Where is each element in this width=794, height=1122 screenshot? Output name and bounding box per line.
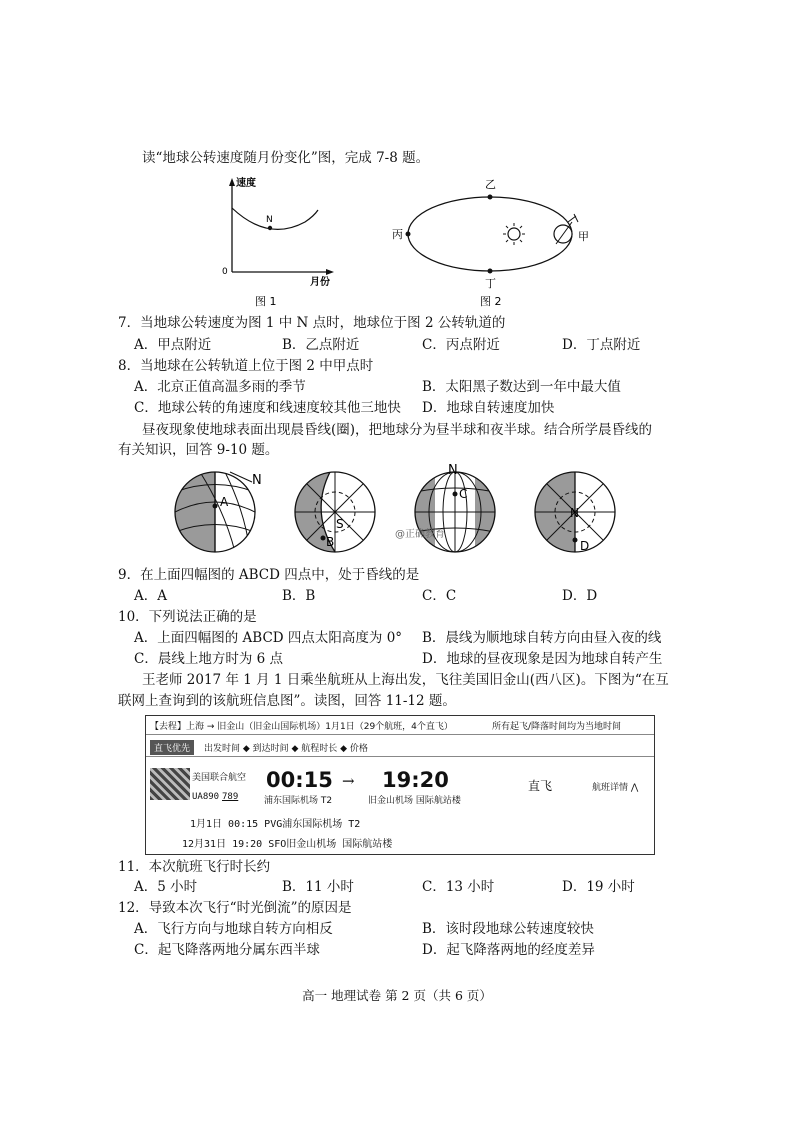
airline-logo (150, 768, 190, 800)
point-bing (406, 232, 411, 237)
watermark: @正确教育 (395, 529, 445, 540)
label-bing: 丙 (392, 228, 403, 241)
q11-option-b: B．11 小时 (282, 879, 354, 895)
q12-option-d: D．起飞降落两地的经度差异 (422, 942, 595, 958)
arrival-airport: 旧金山机场 国际航站楼 (368, 796, 461, 806)
q7-option-c: C．丙点附近 (422, 337, 500, 353)
globe-1 (175, 472, 255, 552)
q11-option-a: A．5 小时 (134, 879, 198, 895)
globe4-label-n: N (570, 506, 579, 520)
q12-option-b: B．该时段地球公转速度较快 (422, 921, 594, 937)
departure-time: 00:15 (266, 768, 333, 792)
x-axis-arrow (326, 269, 334, 275)
flight-header (146, 716, 654, 735)
q10-stem: 10．下列说法正确的是 (118, 609, 257, 625)
q10-option-c: C．晨线上地方时为 6 点 (134, 651, 284, 667)
globe1-label-a: A (220, 495, 229, 509)
q8-option-c: C．地球公转的角速度和线速度较其他三地快 (134, 400, 401, 416)
globe1-label-n: N (252, 473, 262, 488)
intro-9-10-line1: 昼夜现象使地球表面出现晨昏线(圈)，把地球分为昼半球和夜半球。结合所学晨昏线的 (142, 422, 653, 438)
q9-stem: 9．在上面四幅图的 ABCD 四点中，处于昏线的是 (118, 567, 420, 583)
label-jia: 甲 (578, 230, 589, 243)
x-axis-label: 月份 (310, 277, 330, 288)
airline-name: 美国联合航空 (192, 773, 247, 783)
globe-2 (295, 472, 375, 552)
intro-11-12-line2: 联网上查询到的该航班信息图”。读图，回答 11-12 题。 (118, 693, 456, 709)
globe3-label-n: N (448, 463, 458, 478)
globes-figure (170, 462, 630, 562)
q10-option-d: D．地球的昼夜现象是因为地球自转产生 (422, 651, 663, 667)
q9-option-c: C．C (422, 588, 457, 604)
origin-label: 0 (222, 267, 228, 277)
point-yi (488, 195, 493, 200)
q7-stem: 7．当地球公转速度为图 1 中 N 点时，地球位于图 2 公转轨道的 (118, 315, 506, 331)
globe3-label-c: C (459, 487, 468, 501)
flight-filter-bar (146, 738, 654, 757)
q8-option-d: D．地球自转速度加快 (422, 400, 555, 416)
q7-option-a: A．甲点附近 (134, 337, 212, 353)
flight-detail-arrival: 12月31日 19:20 SFO旧金山机场 国际航站楼 (182, 839, 393, 850)
direct-priority-tag[interactable]: 直飞优先 (150, 740, 194, 755)
globe2-label-s: S (336, 517, 344, 531)
q11-stem: 11．本次航班飞行时长约 (118, 859, 271, 875)
intro-11-12-line1: 王老师 2017 年 1 月 1 日乘坐航班从上海出发，飞往美国旧金山(西八区)。下图为“在互 (142, 672, 669, 688)
speed-curve (232, 208, 318, 229)
figure-1-caption: 图 1 (255, 295, 277, 308)
globe4-label-d: D (580, 539, 590, 553)
label-yi: 乙 (485, 178, 496, 191)
q11-option-d: D．19 小时 (562, 879, 635, 895)
sun-icon (503, 223, 525, 245)
q7-option-d: D．丁点附近 (562, 337, 641, 353)
q12-stem: 12．导致本次飞行“时光倒流”的原因是 (118, 900, 352, 916)
aircraft-type[interactable]: 789 (222, 792, 239, 802)
q8-stem: 8．当地球在公转轨道上位于图 2 中甲点时 (118, 358, 374, 374)
point-ding (488, 269, 493, 274)
flight-header-note: 所有起飞/降落时间均为当地时间 (492, 722, 622, 732)
q9-option-d: D．D (562, 588, 598, 604)
globe2-label-b: B (326, 535, 335, 549)
y-axis-arrow (229, 178, 235, 186)
flight-arrow: → (342, 772, 355, 790)
globe-3 (415, 472, 495, 552)
q8-option-b: B．太阳黑子数达到一年中最大值 (422, 379, 621, 395)
flight-type: 直飞 (528, 779, 553, 793)
intro-9-10-line2: 有关知识，回答 9-10 题。 (118, 442, 279, 458)
flight-details-toggle[interactable]: 航班详情 ⋀ (592, 783, 639, 793)
q11-option-c: C．13 小时 (422, 879, 495, 895)
label-ding: 丁 (485, 277, 496, 290)
flight-info-panel (145, 715, 655, 855)
point-n-label: N (266, 215, 273, 225)
page-footer: 高一 地理试卷 第 2 页（共 6 页） (302, 988, 492, 1003)
q10-option-b: B．晨线为顺地球自转方向由昼入夜的线 (422, 630, 662, 646)
point-n-marker (268, 226, 272, 230)
figure-2-orbit (392, 172, 592, 312)
flight-number: UA890 (192, 792, 220, 802)
flight-detail-departure: 1月1日 00:15 PVG浦东国际机场 T2 (190, 819, 361, 830)
orbit-ellipse (408, 197, 572, 271)
q10-option-a: A．上面四幅图的 ABCD 四点太阳高度为 0° (134, 630, 403, 646)
q9-option-b: B．B (282, 588, 316, 604)
departure-airport: 浦东国际机场 T2 (264, 796, 333, 806)
earth-at-jia-icon (554, 214, 578, 244)
figure-1-speed-graph (210, 172, 340, 312)
q7-option-b: B．乙点附近 (282, 337, 360, 353)
q12-option-a: A．飞行方向与地球自转方向相反 (134, 921, 333, 937)
q8-option-a: A．北京正值高温多雨的季节 (134, 379, 306, 395)
y-axis-label: 速度 (236, 178, 256, 189)
intro-7-8: 读“地球公转速度随月份变化”图，完成 7-8 题。 (142, 150, 430, 166)
sort-options[interactable]: 出发时间 ◆ 到达时间 ◆ 航程时长 ◆ 价格 (204, 744, 368, 754)
q9-option-a: A．A (134, 588, 167, 604)
figure-2-caption: 图 2 (480, 295, 502, 308)
flight-header-route: 【去程】上海 → 旧金山（旧金山国际机场）1月1日（29个航班，4个直飞） (150, 722, 453, 732)
arrival-time: 19:20 (382, 768, 449, 792)
q12-option-c: C．起飞降落两地分属东西半球 (134, 942, 320, 958)
